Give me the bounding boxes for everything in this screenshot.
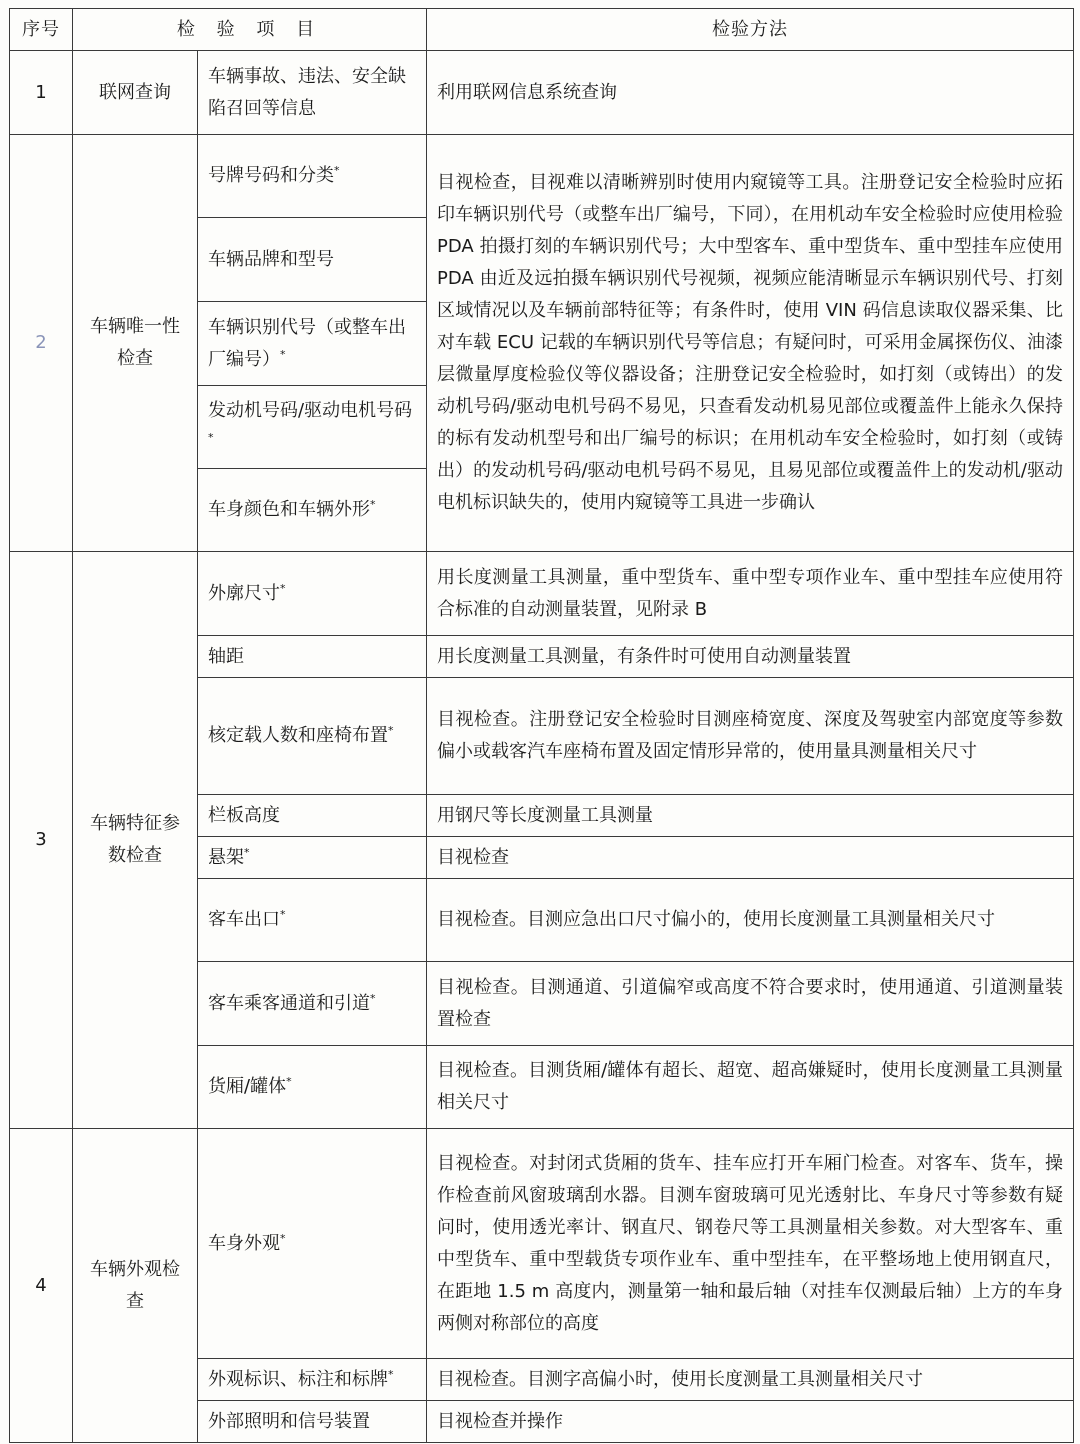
table-header-row — [10, 9, 1074, 51]
row-item: 外部照明和信号装置 — [198, 1401, 427, 1443]
row-no: 3 — [10, 552, 73, 1129]
row-item: 轴距 — [198, 636, 427, 678]
row-method: 利用联网信息系统查询 — [427, 51, 1074, 135]
row-group: 联网查询 — [73, 51, 198, 135]
row-method: 目视检查。对封闭式货厢的货车、挂车应打开车厢门检查。对客车、货车，操作检查前风窗玻璃刮水器。目测车窗玻璃可见光透射比、车身尺寸等参数有疑问时，使用透光率计、钢直尺、钢卷尺等工具测量相关参数。对大型客车、重中型货车、重中型载货专项作业车、重中型挂车，在平整场地上使用钢直尺，在距地 1.5 m 高度内，测量第一轴和最后轴（对挂车仅测最后轴）上方的车身两侧对称部位的高度 — [427, 1129, 1074, 1359]
table-row — [10, 552, 1074, 636]
row-method: 目视检查。目测字高偏小时，使用长度测量工具测量相关尺寸 — [427, 1359, 1074, 1401]
row-item: 货厢/罐体* — [198, 1046, 427, 1129]
row-method: 用钢尺等长度测量工具测量 — [427, 795, 1074, 837]
row-item: 车辆识别代号（或整车出厂编号）* — [198, 302, 427, 386]
row-no: 1 — [10, 51, 73, 135]
header-item: 检 验 项 目 — [73, 9, 427, 51]
row-item: 车身外观* — [198, 1129, 427, 1359]
row-method: 目视检查并操作 — [427, 1401, 1074, 1443]
row-method: 目视检查。目测应急出口尺寸偏小的，使用长度测量工具测量相关尺寸 — [427, 879, 1074, 962]
header-method: 检验方法 — [427, 9, 1074, 51]
table-row — [10, 1129, 1074, 1359]
row-item: 车身颜色和车辆外形* — [198, 469, 427, 552]
row-item: 客车乘客通道和引道* — [198, 962, 427, 1046]
row-item: 外廓尺寸* — [198, 552, 427, 636]
header-no: 序号 — [10, 9, 73, 51]
inspection-table — [9, 8, 1074, 1443]
row-item: 车辆事故、违法、安全缺陷召回等信息 — [198, 51, 427, 135]
row-group: 车辆外观检查 — [73, 1129, 198, 1443]
row-no: 4 — [10, 1129, 73, 1443]
row-method: 目视检查。目测货厢/罐体有超长、超宽、超高嫌疑时，使用长度测量工具测量相关尺寸 — [427, 1046, 1074, 1129]
row-method: 用长度测量工具测量，有条件时可使用自动测量装置 — [427, 636, 1074, 678]
row-item: 核定载人数和座椅布置* — [198, 678, 427, 795]
row-method: 目视检查 — [427, 837, 1074, 879]
row-method: 目视检查。注册登记安全检验时目测座椅宽度、深度及驾驶室内部宽度等参数偏小或载客汽车座椅布置及固定情形异常的，使用量具测量相关尺寸 — [427, 678, 1074, 795]
row-item: 车辆品牌和型号 — [198, 218, 427, 302]
row-item: 悬架* — [198, 837, 427, 879]
table-row — [10, 51, 1074, 135]
table-row — [10, 135, 1074, 218]
row-item: 发动机号码/驱动电机号码* — [198, 386, 427, 469]
row-item: 栏板高度 — [198, 795, 427, 837]
row-method: 目视检查，目视难以清晰辨别时使用内窥镜等工具。注册登记安全检验时应拓印车辆识别代号（或整车出厂编号，下同），在用机动车安全检验时应使用检验 PDA 拍摄打刻的车辆识别代号；大中型客车、重中型货车、重中型挂车应使用 PDA 由近及远拍摄车辆识别代号视频，视频应能清晰显示车辆识别代号、打刻区域情况以及车辆前部特征等；有条件时，使用 VIN 码信息读取仪器采集、比对车载 ECU 记载的车辆识别代号等信息；有疑问时，可采用金属探伤仪、油漆层微量厚度检验仪等仪器设备；注册登记安全检验时，如打刻（或铸出）的发动机号码/驱动电机号码不易见，只查看发动机易见部位或覆盖件上能永久保持的标有发动机型号和出厂编号的标识；在用机动车安全检验时，如打刻（或铸出）的发动机号码/驱动电机号码不易见，且易见部位或覆盖件上的发动机/驱动电机标识缺失的，使用内窥镜等工具进一步确认 — [427, 135, 1074, 552]
row-no: 2 — [10, 135, 73, 552]
row-group: 车辆唯一性检查 — [73, 135, 198, 552]
row-group: 车辆特征参数检查 — [73, 552, 198, 1129]
row-item: 号牌号码和分类* — [198, 135, 427, 218]
row-method: 用长度测量工具测量，重中型货车、重中型专项作业车、重中型挂车应使用符合标准的自动测量装置，见附录 B — [427, 552, 1074, 636]
row-method: 目视检查。目测通道、引道偏窄或高度不符合要求时，使用通道、引道测量装置检查 — [427, 962, 1074, 1046]
row-item: 客车出口* — [198, 879, 427, 962]
row-item: 外观标识、标注和标牌* — [198, 1359, 427, 1401]
